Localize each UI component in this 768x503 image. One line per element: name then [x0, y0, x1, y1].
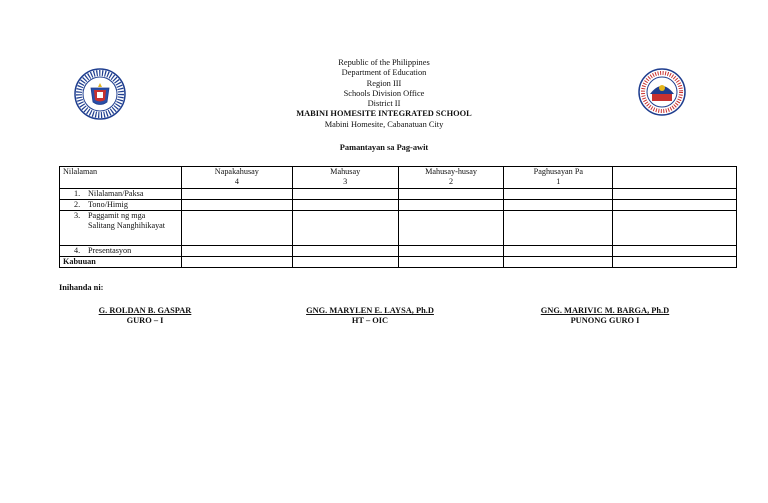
signatory-position: GURO – I — [126, 316, 164, 325]
school-name: MABINI HOMESITE INTEGRATED SCHOOL — [296, 109, 472, 119]
table-row — [60, 189, 737, 200]
score-cell — [504, 211, 613, 246]
table-row — [60, 246, 737, 257]
header-country: Republic of the Philippines — [338, 58, 430, 67]
criterion-cell: 2. Tono/Himig — [60, 200, 182, 211]
score-cell — [613, 189, 737, 200]
signatory-name: GNG. MARYLEN E. LAYSA, Ph.D — [306, 306, 434, 315]
score-cell — [613, 246, 737, 257]
score-cell — [398, 200, 504, 211]
score-cell — [613, 257, 737, 268]
score-cell — [292, 200, 398, 211]
score-cell — [613, 200, 737, 211]
score-cell — [181, 211, 292, 246]
header-division: Schools Division Office — [343, 88, 425, 98]
criterion-cell: 3. Paggamit ng mga Salitang Nanghihikayat — [60, 211, 182, 246]
table-row — [60, 200, 737, 211]
header-department: Department of Education — [341, 68, 427, 78]
score-cell — [398, 257, 504, 268]
score-cell — [292, 189, 398, 200]
signatory-head-teacher — [285, 306, 455, 326]
score-cell — [398, 246, 504, 257]
signatory-name: G. ROLDAN B. GASPAR — [98, 306, 192, 315]
header-cell-mahusay: Mahusay 3 — [292, 167, 398, 189]
criterion-cell: 4. Presentasyon — [60, 246, 182, 257]
signatory-principal — [520, 306, 690, 326]
criterion-cell: 1. Nilalaman/Paksa — [60, 189, 182, 200]
signatory-position: HT – OIC — [351, 316, 389, 325]
total-row — [60, 257, 737, 268]
score-cell — [292, 246, 398, 257]
score-cell — [292, 211, 398, 246]
document-header — [0, 58, 768, 130]
score-cell — [181, 246, 292, 257]
signatory-position: PUNONG GURO I — [570, 316, 640, 325]
header-cell-napakahusay: Napakahusay 4 — [181, 167, 292, 189]
rubric-table — [59, 166, 737, 268]
header-district: District II — [367, 99, 401, 109]
header-cell-mahusay-husay: Mahusay-husay 2 — [398, 167, 504, 189]
header-region: Region III — [366, 78, 402, 88]
table-header-row — [60, 167, 737, 189]
score-cell — [613, 211, 737, 246]
document-title: Pamantayan sa Pag-awit — [339, 143, 429, 152]
score-cell — [292, 257, 398, 268]
score-cell — [398, 189, 504, 200]
score-cell — [504, 246, 613, 257]
score-cell — [504, 257, 613, 268]
signatory-name: GNG. MARIVIC M. BARGA, Ph.D — [540, 306, 670, 315]
score-cell — [504, 189, 613, 200]
signatory-teacher — [80, 306, 210, 326]
header-cell-paghusayan-pa: Paghusayan Pa 1 — [504, 167, 613, 189]
table-row — [60, 211, 737, 246]
total-label: Kabuuan — [60, 257, 182, 268]
score-cell — [181, 200, 292, 211]
score-cell — [398, 211, 504, 246]
prepared-by-label: Inihanda ni: — [59, 283, 104, 292]
score-cell — [181, 257, 292, 268]
school-address: Mabini Homesite, Cabanatuan City — [324, 119, 444, 129]
score-cell — [181, 189, 292, 200]
header-cell-empty — [613, 167, 737, 189]
header-cell-nilalaman: Nilalaman — [60, 167, 182, 189]
score-cell — [504, 200, 613, 211]
